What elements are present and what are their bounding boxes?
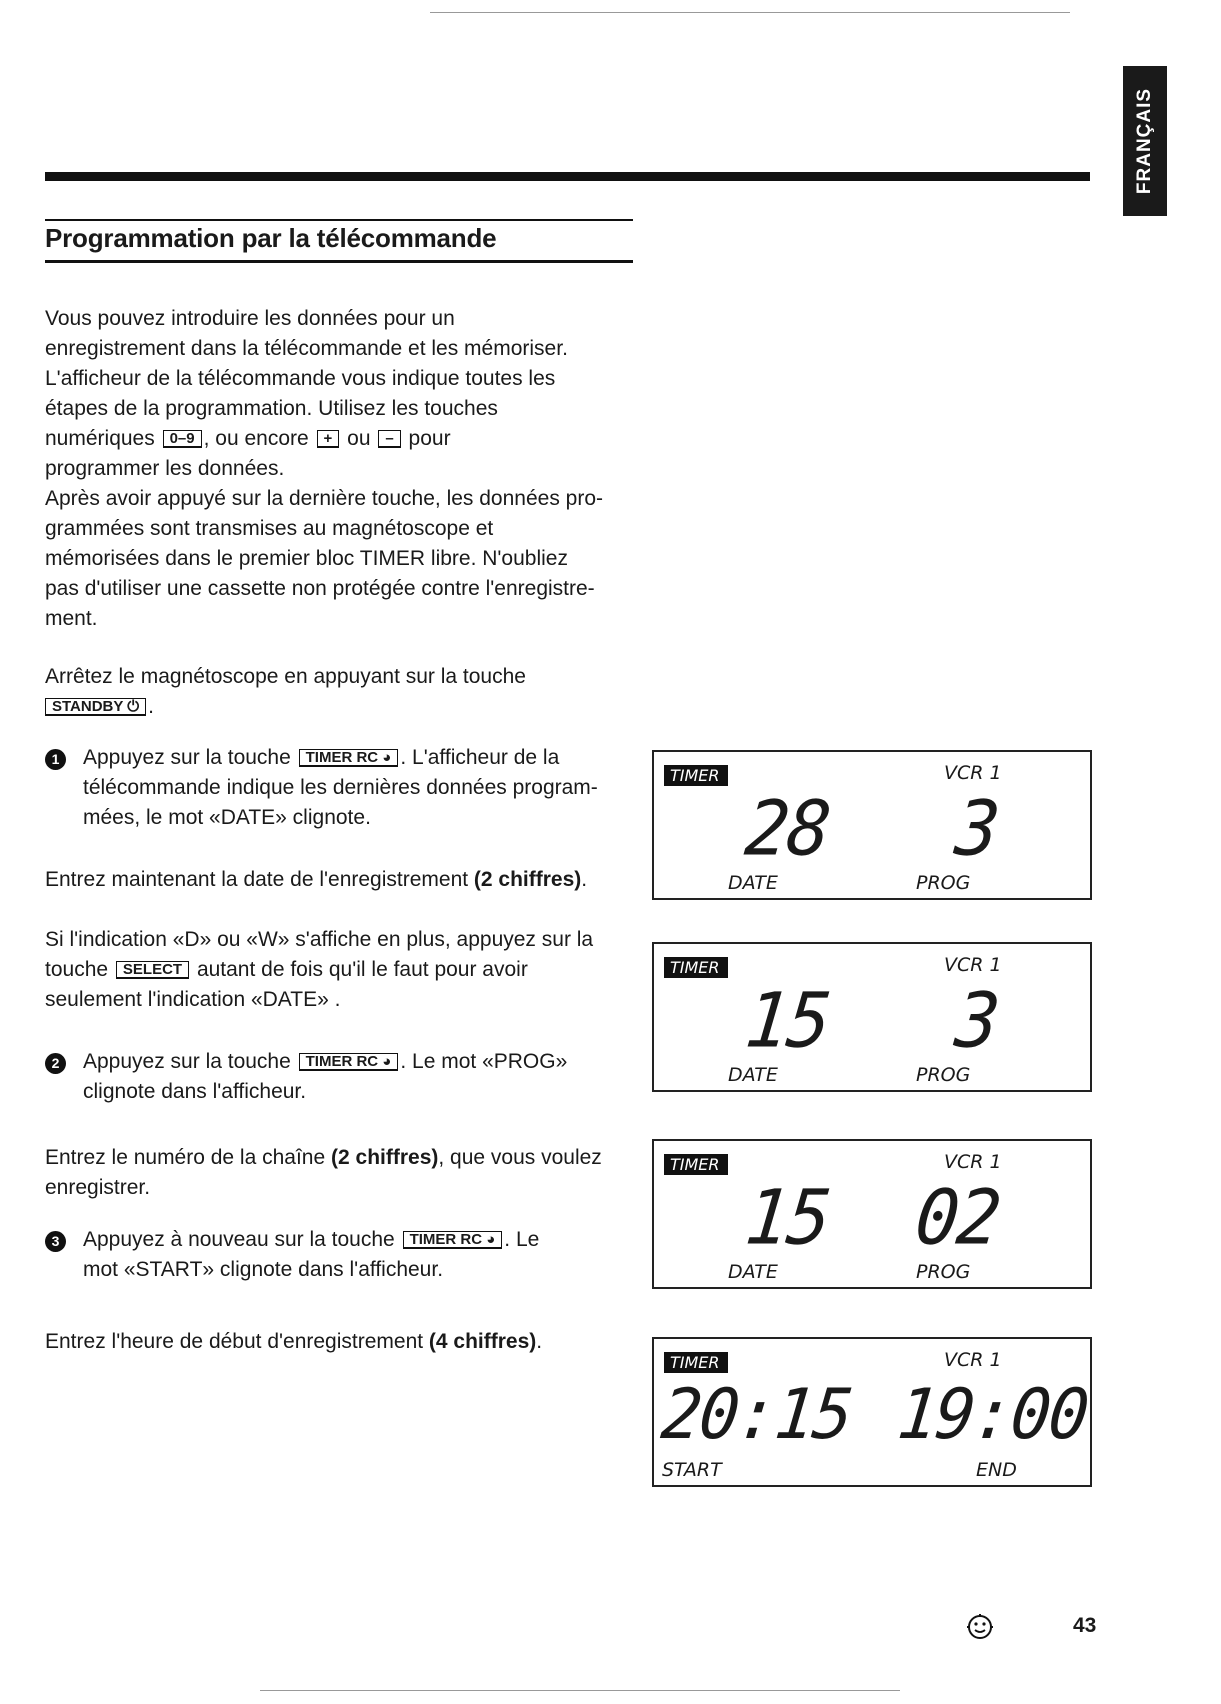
key-minus: – [378,430,400,448]
intro-line: mémorisées dans le premier bloc TIMER libre. N'oubliez [45,547,568,570]
scan-artifact-bottom [260,1690,900,1691]
lcd-right-value: 02 [911,1172,1004,1262]
lcd-right-value: 3 [951,975,1002,1065]
lcd-right-label: PROG [916,1261,971,1283]
key-digits: 0–9 [163,430,202,448]
top-rule [45,172,1090,181]
lcd-left-label: DATE [728,1261,778,1283]
timer-badge: TIMER [664,1352,728,1373]
lcd-right-label: PROG [916,1064,971,1086]
intro-line: ment. [45,607,98,630]
intro-line: Vous pouvez introduire les données pour un [45,307,455,330]
remote-display-date [652,750,1092,900]
timer-badge: TIMER [664,1154,728,1175]
key-plus: + [317,430,340,448]
intro-line: Après avoir appuyé sur la dernière touche, les données pro- [45,487,603,510]
lcd-left-value: 20:15 [657,1374,855,1455]
step-3: 3 Appuyez à nouveau sur la touche TIMER RC ◕ . Le mot «START» clignote dans l'afficheur. [45,1225,635,1285]
lcd-left-value: 28 [741,783,834,873]
step-number-badge: 1 [45,749,66,770]
step-1: 1 Appuyez sur la touche TIMER RC ◕ . L'afficheur de la télécommande indique les dernières données program- mées, le mot «DATE» clignote. [45,743,635,833]
remote-control-face-icon [965,1612,995,1642]
intro-line: pas d'utiliser une cassette non protégée contre l'enregistre- [45,577,595,600]
step-number-badge: 2 [45,1053,66,1074]
lcd-left-label: START [662,1459,722,1481]
vcr-indicator: VCR 1 [944,954,1002,976]
lcd-left-label: DATE [728,872,778,894]
lcd-left-label: DATE [728,1064,778,1086]
key-timer-rc: TIMER RC ◕ [403,1231,503,1249]
step-number-badge: 3 [45,1231,66,1252]
intro-line: enregistrement dans la télécommande et les mémoriser. [45,337,568,360]
lcd-right-label: PROG [916,872,971,894]
intro-line: L'afficheur de la télécommande vous indique toutes les [45,367,556,390]
vcr-indicator: VCR 1 [944,1151,1002,1173]
step-2: 2 Appuyez sur la touche TIMER RC ◕ . Le mot «PROG» clignote dans l'afficheur. [45,1047,635,1107]
vcr-indicator: VCR 1 [944,762,1002,784]
title-rule-top [45,219,633,221]
title-rule-bottom [45,260,633,263]
key-timer-rc: TIMER RC ◕ [299,1053,399,1071]
remote-display-start-end [652,1337,1092,1487]
lcd-left-value: 15 [741,1172,834,1262]
enter-start-paragraph: Entrez l'heure de début d'enregistrement (4 chiffres). [45,1330,543,1353]
vcr-indicator: VCR 1 [944,1349,1002,1371]
select-note-paragraph: Si l'indication «D» ou «W» s'affiche en plus, appuyez sur la touche SELECT autant de fois qu'il le faut pour avoir seulement l'indication «DATE» . [45,928,594,1011]
lcd-right-label: END [976,1459,1017,1481]
page-number: 43 [1073,1614,1097,1637]
language-tab-label: FRANÇAIS [1134,87,1155,195]
remote-display-date-entered [652,942,1092,1092]
lcd-left-value: 15 [741,975,834,1065]
key-select: SELECT [116,961,189,979]
enter-date-paragraph: Entrez maintenant la date de l'enregistrement (2 chiffres). [45,868,588,891]
timer-badge: TIMER [664,765,728,786]
lcd-right-value: 19:00 [893,1374,1091,1455]
intro-line-keys: numériques 0–9 , ou encore + ou – pour [45,427,451,450]
page-title: Programmation par la télécommande [45,223,497,253]
lcd-right-value: 3 [951,783,1002,873]
timer-badge: TIMER [664,957,728,978]
intro-line: grammées sont transmises au magnétoscope et [45,517,494,540]
intro-line: programmer les données. [45,457,285,480]
remote-display-prog-entered [652,1139,1092,1289]
standby-paragraph: Arrêtez le magnétoscope en appuyant sur la touche STANDBY ⏻ . [45,665,526,718]
key-timer-rc: TIMER RC ◕ [299,749,399,767]
key-standby: STANDBY ⏻ [45,698,146,716]
intro-paragraph [45,304,645,634]
language-tab [1123,66,1167,216]
enter-prog-paragraph: Entrez le numéro de la chaîne (2 chiffres), que vous voulez enregistrer. [45,1146,602,1199]
intro-line: étapes de la programmation. Utilisez les touches [45,397,498,420]
scan-artifact-top [430,12,1070,13]
